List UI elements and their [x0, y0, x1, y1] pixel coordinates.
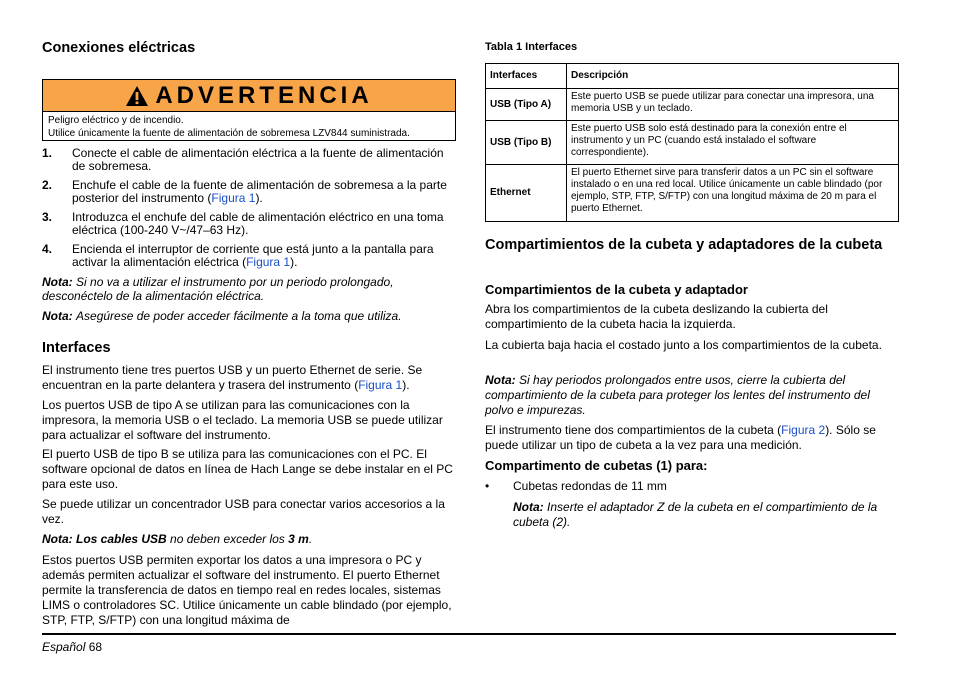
figure-2-link[interactable]: Figura 2 — [781, 423, 826, 437]
interfaces-paragraph-2: Los puertos USB de tipo A se utilizan para las comunicaciones con la impresora, la memoria USB o el teclado. La memoria USB se puede utilizar para actualizar el software del instrumento. — [42, 398, 443, 442]
paragraph-text: El instrumento tiene tres puertos USB y un puerto Ethernet de serie. Se encuentran en la parte delantera y trasera del instrumento ( — [42, 363, 423, 392]
note-usb-cable-length — [42, 532, 456, 547]
warning-box — [42, 79, 456, 141]
subheading-cell-compartment-1: Compartimento de cubetas (1) para: — [485, 458, 708, 473]
interfaces-paragraph-3: El puerto USB de tipo B se utiliza para las comunicaciones con el PC. El software opcional de datos en línea de Hach Lange se debe instalar en el PC para este uso. — [42, 447, 453, 491]
paragraph-text-end: ). Sólo se puede utilizar un tipo de cubeta a la vez para una medición. — [485, 423, 876, 452]
step-text-end: ). — [255, 191, 263, 205]
paragraph-text-end: ). — [402, 378, 410, 392]
interfaces-paragraph-1 — [42, 363, 456, 393]
table-cell-interface: USB (Tipo A) — [486, 89, 567, 121]
warning-body — [43, 112, 455, 142]
interfaces-table — [485, 63, 899, 222]
step-4 — [42, 243, 456, 269]
heading-interfaces: Interfaces — [42, 340, 111, 356]
figure-1-link[interactable]: Figura 1 — [246, 255, 291, 269]
list-item-text: Cubetas redondas de 11 mm — [513, 479, 667, 493]
page-footer — [42, 640, 102, 654]
bullet: • — [485, 479, 490, 493]
note-label: Nota: — [485, 373, 516, 387]
subheading-compartment-adapter: Compartimientos de la cubeta y adaptador — [485, 282, 748, 297]
table-row — [486, 165, 899, 222]
note-power-disconnect — [42, 275, 456, 303]
compartments-paragraph-2: La cubierta baja hacia el costado junto a los compartimientos de la cubeta. — [485, 338, 882, 352]
note-outlet-access — [42, 309, 456, 324]
interfaces-paragraph-4: Se puede utilizar un concentrador USB para conectar varios accesorios a la vez. — [42, 497, 445, 526]
step-number: 1. — [42, 146, 53, 160]
note-bold-text: Los cables USB — [76, 532, 167, 546]
note-text: Si no va a utilizar el instrumento por un periodo prolongado, desconéctelo de la alimentación eléctrica. — [42, 275, 394, 303]
note-text: Inserte el adaptador Z de la cubeta en el compartimiento de la cubeta (2). — [513, 500, 878, 529]
paragraph-text: El instrumento tiene dos compartimientos de la cubeta ( — [485, 423, 782, 437]
step-number: 4. — [42, 242, 53, 256]
warning-banner — [43, 80, 455, 112]
table-caption: Tabla 1 Interfaces — [485, 41, 578, 53]
step-text: Enchufe el cable de la fuente de alimentación de sobremesa a la parte posterior del instrumento ( — [72, 178, 447, 205]
table-header-description: Descripción — [567, 64, 899, 89]
note-text: Asegúrese de poder acceder fácilmente a la toma que utiliza. — [76, 309, 402, 323]
step-text-end: ). — [290, 255, 298, 269]
heading-connections: Conexiones eléctricas — [42, 40, 196, 56]
page-number: 68 — [88, 640, 103, 654]
step-number: 3. — [42, 210, 53, 224]
note-adapter-z — [513, 500, 899, 530]
step-2 — [42, 179, 456, 205]
step-text: Introduzca el enchufe del cable de alimentación eléctrico en una toma eléctrica (100-240 V~/47–63 Hz). — [72, 210, 444, 237]
footer-language: Español — [42, 640, 86, 654]
connection-steps — [42, 147, 456, 269]
table-row — [486, 121, 899, 165]
step-number: 2. — [42, 178, 53, 192]
warning-line-1: Peligro eléctrico y de incendio. — [48, 115, 184, 126]
table-cell-description: Este puerto USB se puede utilizar para conectar una impresora, una memoria USB y un teclado. — [567, 89, 899, 121]
list-item — [485, 479, 927, 494]
note-text: no deben exceder los — [166, 532, 289, 546]
warning-line-2: Utilice únicamente la fuente de alimentación de sobremesa LZV844 suministrada. — [48, 128, 410, 139]
note-text: Si hay periodos prolongados entre usos, cierre la cubierta del compartimiento de la cubeta para proteger los lentes del instrumento del polvo e impurezas. — [485, 373, 870, 417]
warning-triangle-icon — [125, 85, 149, 107]
heading-compartments: Compartimientos de la cubeta y adaptadores de la cubeta — [485, 237, 883, 253]
compartments-paragraph-1: Abra los compartimientos de la cubeta deslizando la cubierta del compartimiento de la cubeta hacia la izquierda. — [485, 302, 828, 331]
interfaces-paragraph-5: Estos puertos USB permiten exportar los datos a una impresora o PC y además permiten actualizar el software del instrumento. El puerto Ethernet permite la transferencia de datos en tiempo real en redes locales, sistemas LIMS o controladores SC. Utilice únicamente un cable blindado (por ejemplo, STP, FTP, S/FTP) con una longitud máxima de — [42, 553, 452, 627]
note-label: Nota: — [42, 275, 73, 289]
note-text-end: . — [308, 532, 313, 546]
step-3 — [42, 211, 456, 237]
compartments-paragraph-3 — [485, 423, 899, 453]
figure-1-link[interactable]: Figura 1 — [211, 191, 256, 205]
table-header-interfaces: Interfaces — [486, 64, 567, 89]
note-label: Nota: — [42, 309, 73, 323]
note-bold-value: 3 m — [288, 532, 309, 546]
table-cell-interface: USB (Tipo B) — [486, 121, 567, 165]
step-text: Encienda el interruptor de corriente que está junto a la pantalla para activar la alimentación eléctrica ( — [72, 242, 434, 269]
note-label: Nota: — [513, 500, 544, 514]
table-row — [486, 89, 899, 121]
table-header-row — [486, 64, 899, 89]
note-label: Nota: — [42, 532, 73, 546]
note-cover-protection — [485, 373, 899, 418]
table-cell-description: Este puerto USB solo está destinado para la conexión entre el instrumento y un PC (cuando está instalado el software correspondiente). — [567, 121, 899, 165]
step-text: Conecte el cable de alimentación eléctrica a la fuente de alimentación de sobremesa. — [72, 146, 444, 173]
footer-divider — [42, 633, 896, 635]
table-cell-interface: Ethernet — [486, 165, 567, 222]
step-1 — [42, 147, 456, 173]
table-cell-description: El puerto Ethernet sirve para transferir datos a un PC sin el software instalado o en una red local. Utilice únicamente un cable blindado (por ejemplo, STP, FTP, S/FTP) con una longitud máxima de 20 m para el puerto Ethernet. — [567, 165, 899, 222]
figure-1-link[interactable]: Figura 1 — [358, 378, 403, 392]
warning-title: ADVERTENCIA — [155, 81, 373, 109]
